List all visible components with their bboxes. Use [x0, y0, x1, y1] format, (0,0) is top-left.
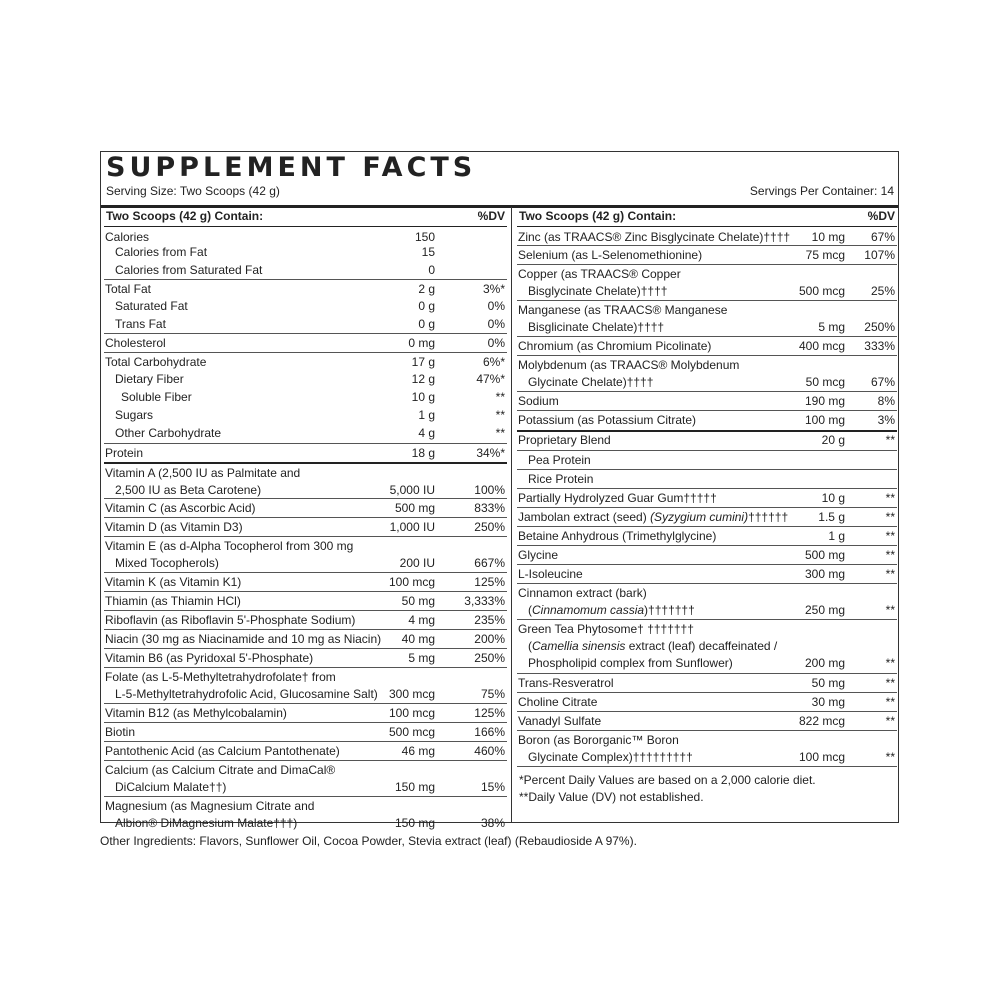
nutrient-name: Vitamin D (as Vitamin D3) [105, 520, 243, 534]
nutrient-amount: 1 g [418, 408, 435, 422]
nutrient-name: Vitamin C (as Ascorbic Acid) [105, 501, 256, 515]
nutrient-name-cont: DiCalcium Malate††) [115, 780, 227, 794]
nutrient-dv: 15% [480, 780, 505, 794]
nutrient-row [104, 610, 507, 629]
nutrient-dv: 333% [864, 339, 895, 353]
nutrient-row [104, 703, 507, 722]
nutrient-name-cont: Bisglicinate Chelate)†††† [528, 320, 665, 334]
nutrient-dv: 0% [487, 317, 505, 331]
nutrient-amount: 10 g [821, 491, 845, 505]
nutrient-name: Calories from Fat [115, 245, 208, 259]
nutrient-name: Dietary Fiber [115, 372, 184, 386]
nutrient-row [104, 371, 507, 389]
nutrient-name: Vitamin K (as Vitamin K1) [105, 575, 242, 589]
nutrient-name-cont: Bisglycinate Chelate)†††† [528, 284, 668, 298]
nutrient-name: Jambolan extract (seed) (Syzygium cumini)†††††† [518, 510, 789, 524]
nutrient-name: Vitamin A (2,500 IU as Palmitate and [105, 466, 301, 480]
nutrient-row [104, 760, 507, 796]
panel-title: SUPPLEMENT FACTS [106, 152, 477, 183]
nutrient-name: Manganese (as TRAACS® Manganese [518, 303, 728, 317]
nutrient-dv: 667% [474, 556, 505, 570]
left-header-label: Two Scoops (42 g) Contain: [106, 209, 264, 223]
nutrient-amount: 1 g [828, 529, 845, 543]
left-header-dv: %DV [477, 209, 505, 223]
nutrient-dv: 75% [480, 687, 505, 701]
nutrient-dv: 200% [474, 632, 505, 646]
nutrient-name: Riboflavin (as Riboflavin 5'-Phosphate Sodium) [105, 613, 356, 627]
nutrient-dv: 3%* [482, 282, 505, 296]
nutrient-amount: 200 mg [804, 656, 845, 670]
nutrient-dv: 3,333% [464, 594, 505, 608]
nutrient-dv: ** [885, 510, 895, 524]
nutrient-amount: 300 mcg [388, 687, 435, 701]
nutrient-name: Trans Fat [115, 317, 166, 331]
nutrient-dv: ** [885, 676, 895, 690]
serving-size: Serving Size: Two Scoops (42 g) [106, 184, 280, 198]
nutrient-row [104, 796, 507, 832]
nutrient-amount: 190 mg [804, 394, 845, 408]
nutrient-amount: 200 IU [399, 556, 435, 570]
nutrient-row [104, 591, 507, 610]
nutrient-dv: 0% [487, 299, 505, 313]
nutrient-row [104, 498, 507, 517]
nutrient-dv: ** [885, 714, 895, 728]
nutrient-name: Trans-Resveratrol [518, 676, 614, 690]
botanical-name: (Syzygium cumini) [650, 510, 749, 524]
nutrient-row [104, 298, 507, 316]
nutrient-name: Partially Hydrolyzed Guar Gum††††† [518, 491, 717, 505]
nutrient-amount: 100 mg [804, 413, 845, 427]
nutrient-amount: 17 g [411, 355, 435, 369]
nutrient-row [517, 583, 897, 619]
nutrient-row [517, 692, 897, 711]
nutrient-name-cont: L-5-Methyltetrahydrofolic Acid, Glucosamine Salt) [115, 687, 378, 701]
nutrient-amount: 500 mg [804, 548, 845, 562]
nutrient-dv: 25% [870, 284, 895, 298]
nutrient-row [104, 425, 507, 443]
nutrient-row [517, 730, 897, 766]
nutrient-row [517, 564, 897, 583]
nutrient-row [517, 507, 897, 526]
nutrient-amount: 4 g [418, 426, 435, 440]
right-column [517, 207, 897, 807]
nutrient-dv: ** [495, 426, 505, 440]
footnotes [517, 766, 897, 807]
nutrient-dv: ** [885, 548, 895, 562]
right-column-header [517, 207, 897, 227]
nutrient-dv: 235% [474, 613, 505, 627]
right-header-dv: %DV [867, 209, 895, 223]
botanical-name: Cinnamomum cassia [532, 603, 645, 617]
nutrient-amount: 822 mcg [798, 714, 845, 728]
nutrient-name-cont: (Cinnamomum cassia)††††††† [528, 603, 695, 617]
nutrient-row [104, 648, 507, 667]
nutrient-name: Pantothenic Acid (as Calcium Pantothenate) [105, 744, 340, 758]
nutrient-name: Betaine Anhydrous (Trimethylglycine) [518, 529, 717, 543]
nutrient-dv: ** [885, 695, 895, 709]
other-ingredients: Other Ingredients: Flavors, Sunflower Oil, Cocoa Powder, Stevia extract (leaf) (Rebaudioside A 97%). [100, 834, 637, 848]
nutrient-name: Proprietary Blend [518, 433, 611, 447]
nutrient-name: Choline Citrate [518, 695, 598, 709]
right-header-label: Two Scoops (42 g) Contain: [519, 209, 677, 223]
nutrient-row [104, 443, 507, 462]
nutrient-row [104, 407, 507, 425]
nutrient-row [104, 536, 507, 572]
nutrient-name: Other Carbohydrate [115, 426, 222, 440]
nutrient-row [104, 262, 507, 279]
nutrient-name: Boron (as Bororganic™ Boron [518, 733, 679, 747]
nutrient-name-cont: 2,500 IU as Beta Carotene) [115, 483, 262, 497]
nutrient-amount: 0 [428, 263, 435, 277]
nutrient-amount: 1.5 g [818, 510, 845, 524]
nutrient-name: Vitamin E (as d-Alpha Tocopherol from 300 mg [105, 539, 354, 553]
nutrient-row [104, 462, 507, 498]
nutrient-dv: 250% [864, 320, 895, 334]
nutrient-amount: 100 mcg [798, 750, 845, 764]
nutrient-name: Glycine [518, 548, 559, 562]
nutrient-name-cont: Albion® DiMagnesium Malate†††) [115, 816, 298, 830]
nutrient-name: Vitamin B6 (as Pyridoxal 5'-Phosphate) [105, 651, 314, 665]
nutrient-amount: 50 mcg [805, 375, 845, 389]
nutrient-amount: 0 g [418, 299, 435, 313]
nutrient-dv: 250% [474, 520, 505, 534]
nutrient-amount: 50 mg [811, 676, 845, 690]
nutrient-name: Soluble Fiber [121, 390, 192, 404]
nutrient-row [517, 410, 897, 430]
nutrient-row [104, 667, 507, 703]
nutrient-dv: 250% [474, 651, 505, 665]
nutrient-row [517, 227, 897, 245]
nutrient-name: Sodium [518, 394, 559, 408]
nutrient-dv: 166% [474, 725, 505, 739]
nutrient-name-cont: (Camellia sinensis extract (leaf) decaffeinated / [528, 639, 778, 653]
nutrient-dv: ** [885, 433, 895, 447]
footnote-dv-not-established: **Daily Value (DV) not established. [519, 790, 704, 804]
nutrient-row [104, 352, 507, 371]
nutrient-row [517, 469, 897, 488]
nutrient-dv: 67% [870, 230, 895, 244]
nutrient-amount: 500 mcg [388, 725, 435, 739]
nutrient-name: Magnesium (as Magnesium Citrate and [105, 799, 315, 813]
left-column [104, 207, 507, 832]
nutrient-amount: 5 mg [818, 320, 845, 334]
nutrient-name-cont: Phospholipid complex from Sunflower) [528, 656, 733, 670]
nutrient-name: Protein [105, 446, 144, 460]
nutrient-dv: 34%* [476, 446, 505, 460]
nutrient-row [104, 279, 507, 298]
nutrient-dv: 125% [474, 706, 505, 720]
nutrient-dv: 8% [877, 394, 895, 408]
nutrient-amount: 300 mg [804, 567, 845, 581]
nutrient-row [104, 722, 507, 741]
nutrient-row [517, 673, 897, 692]
nutrient-row [517, 355, 897, 391]
nutrient-amount: 100 mcg [388, 575, 435, 589]
nutrient-dv: 460% [474, 744, 505, 758]
nutrient-amount: 75 mcg [805, 248, 845, 262]
nutrient-name: Potassium (as Potassium Citrate) [518, 413, 697, 427]
nutrient-amount: 500 mcg [798, 284, 845, 298]
nutrient-name: Copper (as TRAACS® Copper [518, 267, 681, 281]
nutrient-name-cont: Glycinate Complex)††††††††† [528, 750, 693, 764]
nutrient-name: Rice Protein [528, 472, 594, 486]
nutrient-amount: 100 mcg [388, 706, 435, 720]
nutrient-row [517, 300, 897, 336]
nutrient-amount: 150 mg [394, 780, 435, 794]
nutrient-dv: ** [495, 408, 505, 422]
nutrient-dv: 125% [474, 575, 505, 589]
nutrient-amount: 5 mg [408, 651, 435, 665]
nutrient-amount: 2 g [418, 282, 435, 296]
nutrient-amount: 4 mg [408, 613, 435, 627]
nutrient-name-cont: Glycinate Chelate)†††† [528, 375, 654, 389]
nutrient-dv: 47%* [476, 372, 505, 386]
nutrient-dv: ** [885, 603, 895, 617]
nutrient-amount: 5,000 IU [389, 483, 435, 497]
nutrient-amount: 500 mg [394, 501, 435, 515]
nutrient-name: Total Carbohydrate [105, 355, 207, 369]
nutrient-dv: ** [885, 656, 895, 670]
nutrient-row [517, 545, 897, 564]
nutrient-name: L-Isoleucine [518, 567, 583, 581]
nutrient-amount: 50 mg [401, 594, 435, 608]
nutrient-amount: 150 mg [394, 816, 435, 830]
nutrient-name: Calories [105, 230, 150, 244]
nutrient-dv: 67% [870, 375, 895, 389]
nutrient-dv: ** [885, 529, 895, 543]
nutrient-dv: 6%* [482, 355, 505, 369]
nutrient-amount: 10 g [411, 390, 435, 404]
nutrient-row [517, 336, 897, 355]
nutrient-name: Vanadyl Sulfate [518, 714, 602, 728]
nutrient-dv: ** [495, 390, 505, 404]
nutrient-name: Thiamin (as Thiamin HCl) [105, 594, 241, 608]
nutrient-name-cont: Mixed Tocopherols) [115, 556, 219, 570]
nutrient-name: Pea Protein [528, 453, 591, 467]
nutrient-row [517, 488, 897, 507]
nutrient-name: Calories from Saturated Fat [115, 263, 263, 277]
nutrient-row [517, 391, 897, 410]
nutrient-amount: 40 mg [401, 632, 435, 646]
nutrient-row [517, 450, 897, 469]
nutrient-dv: 833% [474, 501, 505, 515]
nutrient-name: Vitamin B12 (as Methylcobalamin) [105, 706, 287, 720]
nutrient-name: Chromium (as Chromium Picolinate) [518, 339, 712, 353]
nutrient-dv: ** [885, 491, 895, 505]
nutrient-amount: 46 mg [401, 744, 435, 758]
nutrient-amount: 30 mg [811, 695, 845, 709]
nutrient-name: Total Fat [105, 282, 152, 296]
nutrient-amount: 1,000 IU [389, 520, 435, 534]
nutrient-name: Molybdenum (as TRAACS® Molybdenum [518, 358, 740, 372]
nutrient-name: Zinc (as TRAACS® Zinc Bisglycinate Chelate)†††† [518, 230, 791, 244]
nutrient-row [104, 741, 507, 760]
nutrient-row [104, 629, 507, 648]
nutrient-amount: 10 mg [811, 230, 845, 244]
servings-per-container: Servings Per Container: 14 [749, 184, 894, 198]
nutrient-name: Saturated Fat [115, 299, 188, 313]
supplement-facts-panel [100, 151, 899, 830]
nutrient-amount: 18 g [411, 446, 435, 460]
nutrient-dv: 107% [864, 248, 895, 262]
nutrient-row [517, 245, 897, 264]
nutrient-name: Sugars [115, 408, 154, 422]
nutrient-name: Cholesterol [105, 336, 166, 350]
nutrient-name: Niacin (30 mg as Niacinamide and 10 mg as Niacin) [105, 632, 382, 646]
nutrient-name: Biotin [105, 725, 136, 739]
nutrient-dv: 0% [487, 336, 505, 350]
nutrient-dv: 3% [877, 413, 895, 427]
column-divider [511, 207, 512, 822]
nutrient-name: Folate (as L-5-Methyltetrahydrofolate† from [105, 670, 336, 684]
nutrient-name: Cinnamon extract (bark) [518, 586, 647, 600]
footnote-percent-dv: *Percent Daily Values are based on a 2,000 calorie diet. [519, 773, 816, 787]
nutrient-row [517, 711, 897, 730]
nutrient-amount: 250 mg [804, 603, 845, 617]
nutrient-amount: 15 [421, 245, 435, 259]
nutrient-name: Calcium (as Calcium Citrate and DimaCal® [105, 763, 336, 777]
nutrient-amount: 0 mg [408, 336, 435, 350]
nutrient-dv: 38% [480, 816, 505, 830]
nutrient-amount: 0 g [418, 317, 435, 331]
nutrient-dv: ** [885, 567, 895, 581]
nutrient-row [104, 389, 507, 407]
nutrient-row [517, 619, 897, 673]
left-column-header [104, 207, 507, 227]
nutrient-row [104, 244, 507, 262]
nutrient-row [104, 517, 507, 536]
nutrient-row [104, 316, 507, 333]
nutrient-dv: 100% [474, 483, 505, 497]
nutrient-row [517, 430, 897, 450]
nutrient-dv: ** [885, 750, 895, 764]
nutrient-row [104, 572, 507, 591]
nutrient-row [517, 264, 897, 300]
nutrient-amount: 12 g [411, 372, 435, 386]
nutrient-amount: 20 g [821, 433, 845, 447]
nutrient-name: Selenium (as L-Selenomethionine) [518, 248, 703, 262]
botanical-name: Camellia sinensis [532, 639, 626, 653]
nutrient-amount: 400 mcg [798, 339, 845, 353]
nutrient-amount: 150 [414, 230, 435, 244]
nutrient-row [104, 227, 507, 244]
nutrient-name: Green Tea Phytosome† ††††††† [518, 622, 694, 636]
nutrient-row [517, 526, 897, 545]
nutrient-row [104, 333, 507, 352]
